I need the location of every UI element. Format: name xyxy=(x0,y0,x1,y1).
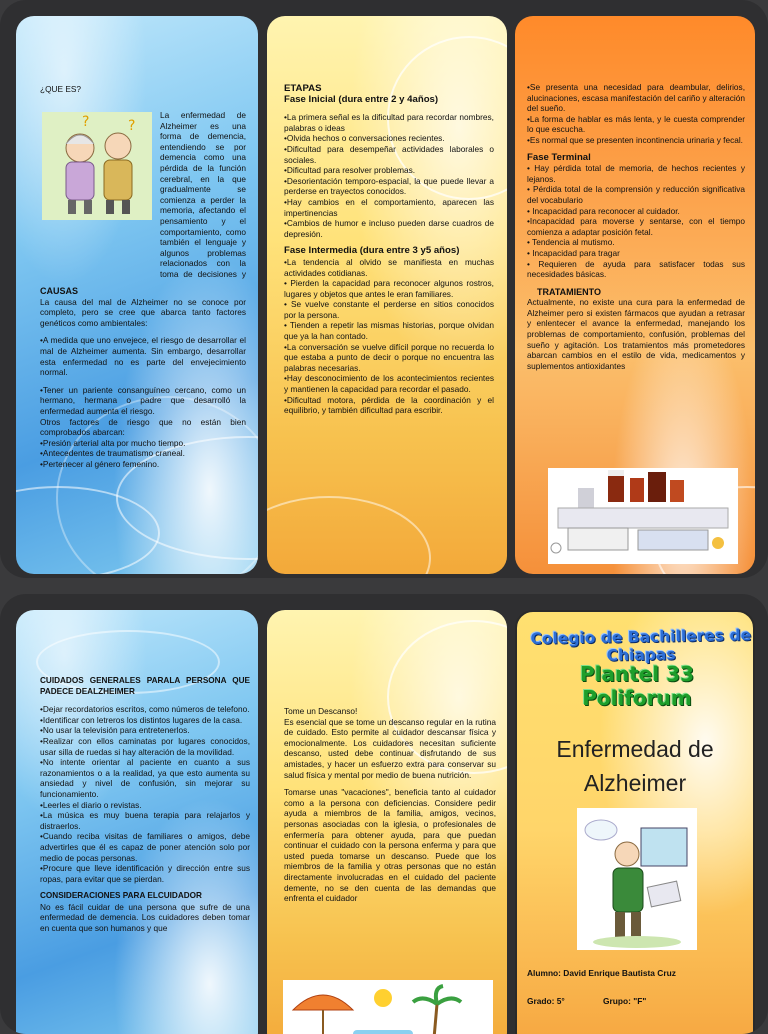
elderly-couple-illustration xyxy=(42,112,152,220)
que-es-text: La enfermedad de Alzheimer es una forma de demencia, entendiendo se por demencia como una pérdida de la función cerebral, en la que gradualmente se comienza a perder la memoria, afectando el pensamiento y el comportamiento, como también el lenguaje y algunos problemas relacionados con la toma de decisiones y xyxy=(160,110,246,279)
panel-descanso xyxy=(267,610,507,1034)
document-title-line-2: Alzheimer xyxy=(583,770,687,796)
fase-cont-item: •La forma de hablar es más lenta, y le cuesta comprender lo que escucha. xyxy=(527,113,745,135)
causas-text: La causa del mal de Alzheimer no se conoce por completo, pero se cree que abarca tanto factores genéticos como ambientales: xyxy=(40,296,246,328)
causas-section xyxy=(40,286,246,470)
beach-vacation-illustration xyxy=(283,980,493,1034)
fase-terminal-item: • Incapacidad para tragar xyxy=(527,247,620,258)
causas-title: CAUSAS xyxy=(40,286,79,296)
etapas-title: ETAPAS xyxy=(284,83,322,94)
sun-icon xyxy=(374,989,392,1007)
document-title-line-1: Enfermedad de xyxy=(556,736,714,762)
cuidados-item: •No intente orientar al paciente en cuanto a sus razonamientos o a la realidad, ya que esto aumenta su ansiedad y nivel de confusión, sin mejorar su funcionamiento. xyxy=(40,757,250,799)
descanso-text: Es esencial que se tome un descanso regular en la rutina de cuidado. Esto permite al cuidador descansar física y emocionalmente. Los cuidadores necesitan suficiente descanso, usted debe continuar disfrutando de sus amistades, y hacer un esfuerzo extra para conservar su salud física y mental por medio de buena nutrición. xyxy=(284,716,496,780)
fases-tratamiento-section xyxy=(527,82,745,371)
school-name: Colegio de Bachilleres de Chiapas xyxy=(530,626,752,665)
fase-inicial-item: •Cambios de humor e incluso pueden darse cuadros de depresión. xyxy=(284,218,494,239)
descanso-title: Tome un Descanso! xyxy=(284,706,358,716)
fase-intermedia-item: •Dificultad motora, pérdida de la coordinación y el equilibrio, y también dificultad para escribir. xyxy=(284,394,494,416)
otros-item: •Pertenecer al género femenino. xyxy=(40,458,160,469)
cuidados-item: •Leerles el diario o revistas. xyxy=(40,799,142,810)
fase-inicial-item: •Dificultad para resolver problemas. xyxy=(284,165,416,176)
fase-terminal-item: • Tendencia al mutismo. xyxy=(527,237,615,248)
cuidados-item: •No usar la televisión para entretenerlos. xyxy=(40,725,190,736)
brochure-page-inner xyxy=(0,594,768,1034)
fase-terminal-title: Fase Terminal xyxy=(527,151,591,163)
consideraciones-text: No es fácil cuidar de una persona que sufre de una enfermedad de demencia. Los cuidadores deben tomar en cuenta que son humanos y que xyxy=(40,901,250,934)
cuidados-title: CUIDADOS GENERALES PARALA PERSONA QUE PADECE DEALZHEIMER xyxy=(40,676,250,696)
document-title xyxy=(517,732,753,800)
panel-fases-tratamiento xyxy=(515,16,755,574)
fase-intermedia-item: •Hay desconocimiento de los acontecimientos recientes y mantienen la capacidad para recordar el pasado. xyxy=(284,373,494,395)
cuidados-item: •La música es muy buena terapia para relajarlos y distraerlos. xyxy=(40,810,250,831)
que-es-title: ¿QUE ES? xyxy=(40,84,82,94)
fase-terminal-item: • Requieren de ayuda para satisfacer todas sus necesidades básicas. xyxy=(527,258,745,280)
fase-inicial-item: •Desorientación temporo-espacial, la que puede llevar a perderse en trayectos conocidos. xyxy=(284,175,494,197)
fase-terminal-item: • Incapacidad para reconocer al cuidador. xyxy=(527,205,680,216)
descanso-section xyxy=(284,706,496,904)
fase-terminal-item: • Hay pérdida total de memoria, de hechos recientes y lejanos. xyxy=(527,163,745,184)
cuidados-item: •Dejar recordatorios escritos, como números de telefono. xyxy=(40,704,250,715)
cuidados-item: •Identificar con letreros los distintos lugares de la casa. xyxy=(40,714,243,725)
consideraciones-title: CONSIDERACIONES PARA ELCUIDADOR xyxy=(40,891,202,901)
cuidados-item: •Procure que lleve identificación y dirección entre sus ropas, para evitar que se pierdan. xyxy=(40,863,250,884)
otros-item: •Presión arterial alta por mucho tiempo. xyxy=(40,437,186,448)
fase-intermedia-item: •La conversación se vuelve difícil porque no recuerda lo que estaba a punto de decir o porque no encuentra las palabras necesarias. xyxy=(284,341,494,373)
fase-inicial-item: •Olvida hechos o conversaciones recientes. xyxy=(284,133,445,144)
svg-text:?: ? xyxy=(128,118,136,134)
fase-inicial-item: •Dificultad para desempeñar actividades laborales o sociales. xyxy=(284,143,494,165)
fase-intermedia-title: Fase Intermedia (dura entre 3 y5 años) xyxy=(284,245,460,257)
fase-terminal-item: •Incapacidad para moverse y sentarse, con el tiempo comienza a adaptar posición fetal. xyxy=(527,216,745,237)
panel-etapas xyxy=(267,16,507,574)
cuidados-section xyxy=(40,676,250,934)
question-mark-icon: ? xyxy=(82,114,90,130)
vacaciones-text: Tomarse unas "vacaciones", beneficia tanto al cuidador como a la persona con deficiencias. Considere pedir ayuda a miembros de la familia, amigos, vecinos, personas asociadas con la iglesia, o profesionales de enfermería para obtener ayuda, para que puedan continuar el cuidado con la persona enferma y para que usted pueda tomarse un descanso. Puede que los miembros de la familia y otras personas que no están directamente involucradas en el cuidado del paciente demente, no se den cuenta de las demandas que enfrenta el cuidador xyxy=(284,787,496,904)
panel-cuidados xyxy=(16,610,258,1034)
tratamiento-title: TRATAMIENTO xyxy=(537,286,601,297)
cuidados-item: •Cuando reciba visitas de familiares o amigos, debe advertirles que él es capaz de poner atención solo por medio de pocas personas. xyxy=(40,831,250,863)
tratamiento-text: Actualmente, no existe una cura para la enfermedad de Alzheimer pero si existen fármacos que ayudan a retrasar y enlentecer el avance la enfermedad, manejando los problemas de comportamiento, confusión, problemas del sueño y agitación. Los tratamientos más prometedores abarcan cambios en el estilo de vida, medicamentos y suplementos antioxidantes xyxy=(527,297,745,371)
que-es-text-side xyxy=(160,110,246,280)
student-name: Alumno: David Enrique Bautista Cruz xyxy=(527,968,676,978)
fase-inicial-title: Fase Inicial (dura entre 2 y 4años) xyxy=(284,93,439,105)
panel-que-es xyxy=(16,16,258,574)
medicines-image xyxy=(548,468,738,564)
grade: Grado: 5° xyxy=(527,996,565,1006)
fase-intermedia-item: • Tienden a repetir las mismas historias, porque olvidan que ya la han contado. xyxy=(284,320,494,342)
fase-cont-item: •Es normal que se presenten incontinencia urinaria y fecal. xyxy=(527,134,743,145)
fase-intermedia-item: • Se vuelve constante el perderse en sitios conocidos por la persona. xyxy=(284,299,494,320)
etapas-section xyxy=(284,84,494,416)
plantel-name: Plantel 33 Poliforum xyxy=(579,662,695,710)
causas-point-1: •A medida que uno envejece, el riesgo de desarrollar el mal de Alzheimer aumenta. Sin embargo, desarrollar esta enfermedad no es parte del envejecimiento normal. xyxy=(40,335,246,378)
panel-portada xyxy=(515,610,755,1034)
group: Grupo: "F" xyxy=(603,996,647,1006)
fase-inicial-item: •Hay cambios en el comportamiento, aparecen las impertinencias xyxy=(284,196,494,218)
fase-intermedia-item: • Pierden la capacidad para reconocer algunos rostros, lugares y objetos que antes le eran familiares. xyxy=(284,278,494,299)
fase-terminal-item: • Pérdida total de la comprensión y reducción significativa del vocabulario xyxy=(527,184,745,205)
otros-factores-text: Otros factores de riesgo que no están bien comprobados abarcan: xyxy=(40,416,246,438)
cuidados-item: •Realizar con ellos caminatas por lugares conocidos, usar silla de ruedas si hay alteración de la movilidad. xyxy=(40,735,250,757)
otros-item: •Antecedentes de traumatismo craneal. xyxy=(40,448,185,459)
elderly-man-illustration xyxy=(577,808,697,950)
fase-cont-item: •Se presenta una necesidad para deambular, delirios, alucinaciones, escasa manifestación del cariño y alteración del sueño. xyxy=(527,82,745,114)
fase-inicial-item: •La primera señal es la dificultad para recordar nombres, palabras o ideas xyxy=(284,112,494,133)
causas-point-2: •Tener un pariente consanguíneo cercano, como un hermano, hermana o padre que desarrolló la enfermedad aumenta el riesgo. xyxy=(40,384,246,416)
fase-intermedia-item: •La tendencia al olvido se manifiesta en muchas actividades cotidianas. xyxy=(284,256,494,278)
